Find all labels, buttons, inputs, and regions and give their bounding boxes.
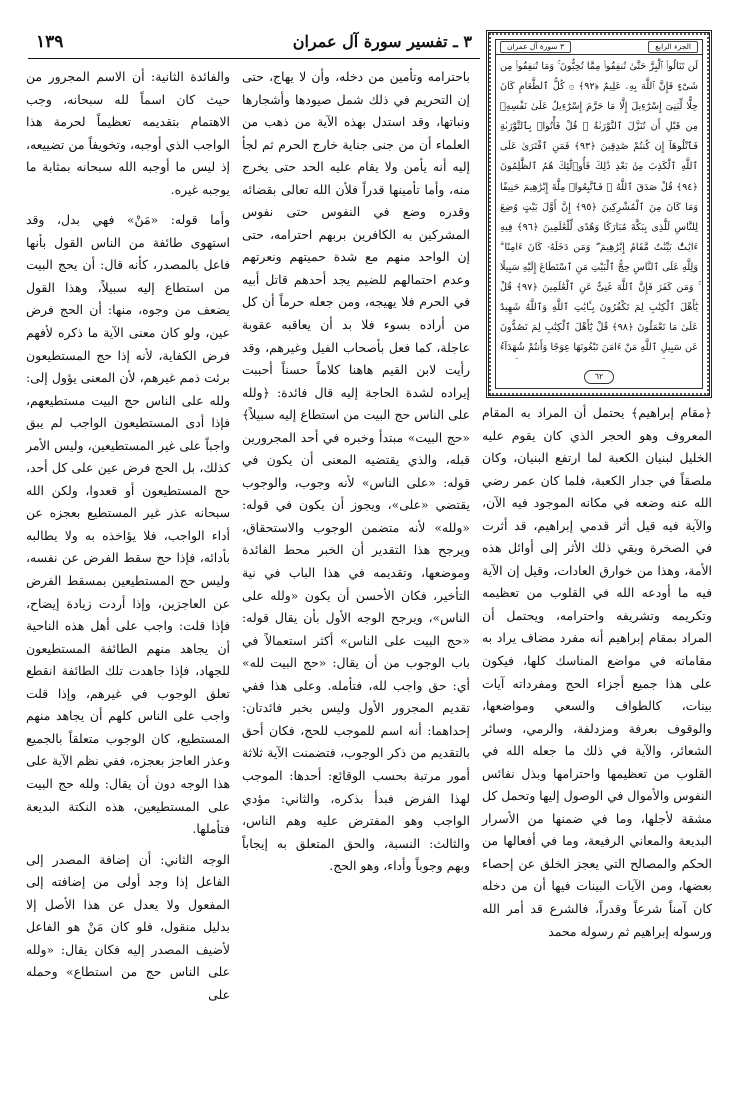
quran-page-number: ٦٢ (584, 370, 615, 384)
quran-frame-footer (496, 364, 702, 384)
paragraph: باحترامه وتأمين من دخله، وأن لا يهاج، حتى إن التحريم في ذلك شمل صيودها وأشجارها ونباتها، وقد استدل بهذه الآية من ذهب من العلماء أن من جنى جناية خارج الحرم ثم لجأ إليه أنه يأمن ولا يقام عليه الحد حتى يخرج منه، وأما تأمينها قدراً فلأن الله تعالى بقضائه وقدره وضع في النفوس حتى نفوس المشركين به الكافرين بربهم احترامه، حتى إن الواحد منهم مع شدة حميتهم ونعرتهم وعدم احتمالهم للضيم يجد أحدهم قاتل أبيه في الحرم فلا يهيجه، ومن جعله حرماً أن كل من أراده بسوء فلا بد أن يعاقبه عقوبة عاجلة، كما فعل بأصحاب الفيل وغيرهم، وقد رأيت لابن القيم هاهنا كلاماً حسناً أحببت إيراده لشدة الحاجة إليه قال فائدة: ﴿ولله على الناس حج البيت من استطاع إليه سبيلاً﴾ «حج البيت» مبتدأ وخبره في أحد المجرورين قبله، والذي يقتضيه المعنى أن يكون في قوله: «على الناس» لأنه وجوب، والوجوب يقتضي «على»، ويجوز أن يكون في قوله: «ولله» لأنه متضمن الوجوب والاستحقاق، ويرجح هذا التقدير أن الخبر محط الفائدة وموضعها، وتقديمه في هذا الباب في نية التأخير، فكان الأحسن أن يكون «ولله على الناس»، ويرجح الوجه الأول بأن يقال قوله: «حج البيت على الناس» أكثر استعمالاً في باب الوجوب من أن يقال: «حج البيت لله» أي: حق واجب لله، فتأمله. وعلى هذا ففي تقديم المجرور الأول وليس بخبر فائدتان: إحداهما: أنه اسم للموجب للحج، فكان أحق بالتقديم من ذكر الوجوب، فتضمنت الآية ثلاثة أمور مرتبة بحسب الوقائع: أحدها: الموجب لهذا الفرض فبدأ بذكره، والثاني: مؤدي الواجب وهو المفترض عليه وهم الناس، والثالث: النسبة، والحق المتعلق به إيجاباً وبهم وجوباً وأداء، وهو الحج. (242, 69, 470, 874)
paragraph: ﴿مقام إبراهيم﴾ يحتمل أن المراد به المقام المعروف وهو الحجر الذي كان يقوم عليه الخليل لبنيان الكعبة لما ارتفع البنيان، وكان ملصقاً في جدار الكعبة، فلما كان عمر رضي الله عنه وضعه في مكانه الموجود فيه الآن، والآية فيه قيل أثر قدمي إبراهيم، قد أثرت في الصخرة وبقي ذلك الأثر إلى أوائل هذه الأمة، وهذا من خوارق العادات، وقيل إن الآية فيه ما أودعه الله في القلوب من تعظيمه وتكريمه وتشريفه واحترامه، ويحتمل أن المراد بمقام إبراهيم أنه مفرد مضاف يراد به مقاماته في مواضع المناسك كلها، فيكون على هذا جميع أجزاء الحج ومفرداته آيات بينات، كالطواف والسعي ومواضعها، والوقوف بعرفة ومزدلفة، والرمي، وسائر الشعائر، والآية في ذلك ما جعله الله في القلوب من تعظيمها واحترامها وبذل نفائس النفوس والأموال في الوصول إليها وتحمل كل مشقة لأجلها، وما في ضمنها من الأسرار البديعة والمعاني الرفيعة، وما في أفعالها من الحكم والمصالح التي يعجز الخلق عن إحصاء بعضها، ومن الآيات البينات فيها أن من دخله كان آمناً شرعاً وقدراً، فالشرع قد أمر الله ورسوله إبراهيم ثم رسوله محمد (482, 405, 712, 939)
quran-surah-label: ٣ سورة آل عمران (500, 41, 571, 53)
quran-frame (486, 30, 712, 398)
page-number: ١٣٩ (36, 32, 64, 52)
paragraph: وأما قوله: «مَنْ» فهي بدل، وقد استهوى طائفة من الناس القول بأنها فاعل بالمصدر، كأنه قال: أن يحج البيت من استطاع إليه سبيلاً، وهذا القول يضعف من وجوه، منها: أن الحج فرض عين، ولو كان معنى الآية ما ذكره لأفهم فرض الكفاية، لأنه إذا حج المستطيعون برئت ذمم غيرهم، لأن المعنى يؤول إلى: ولله على الناس حج البيت مستطيعهم، فإذا أدى المستطيعون الواجب لم يبق واجباً على غير المستطيعين، وليس الأمر كذلك، بل الحج فرض عين على كل أحد، حج المستطيعون أو قعدوا، ولكن الله سبحانه عذر غير المستطيع بعجزه عن أداء الواجب، فلا يؤاخذه به ولا يطالبه بأدائه، فإذا حج سقط الفرض عن نفسه، وليس حج المستطيعين بمسقط الفرض عن العاجزين، وإذا أردت زيادة إيضاح، فإذا قلت: واجب على أهل هذه الناحية أن يجاهد منهم الطائفة المستطيعون للجهاد، فإذا جاهدت تلك الطائفة انقطع تعلق الوجوب في غيرهم، وإذا قلت واجب على الناس كلهم أن يجاهد منهم المستطيع، كان الوجوب متعلقاً بالجميع وعذر العاجز بعجزه، ففي نظم الآية على هذا الوجه دون أن يقال: ولله حج البيت على المستطيعين، هذه النكتة البديعة فتأملها. (26, 212, 230, 837)
quran-verses: لَن تَنَالُوا۟ ٱلْبِرَّ حَتَّىٰ تُنفِقُوا۟ مِمَّا تُحِبُّونَ ۚ وَمَا تُنفِقُوا۟ مِن شَىْءٍ فَإِنَّ ٱللَّهَ بِهِۦ عَلِيمٌ ﴿٩٢﴾ ۞ كُلُّ ٱلطَّعَامِ كَانَ حِلًّا لِّبَنِىٓ إِسْرَٰٓءِيلَ إِلَّا مَا حَرَّمَ إِسْرَٰٓءِيلُ عَلَىٰ نَفْسِهِۦ مِن قَبْلِ أَن تُنَزَّلَ ٱلتَّوْرَىٰةُ ۗ قُلْ فَأْتُوا۟ بِٱلتَّوْرَىٰةِ فَٱتْلُوهَآ إِن كُنتُمْ صَٰدِقِينَ ﴿٩٣﴾ فَمَنِ ٱفْتَرَىٰ عَلَى ٱللَّهِ ٱلْكَذِبَ مِنۢ بَعْدِ ذَٰلِكَ فَأُو۟لَٰٓئِكَ هُمُ ٱلظَّٰلِمُونَ ﴿٩٤﴾ قُلْ صَدَقَ ٱللَّهُ ۗ فَٱتَّبِعُوا۟ مِلَّةَ إِبْرَٰهِيمَ حَنِيفًا وَمَا كَانَ مِنَ ٱلْمُشْرِكِينَ ﴿٩٥﴾ إِنَّ أَوَّلَ بَيْتٍ وُضِعَ لِلنَّاسِ لَلَّذِى بِبَكَّةَ مُبَارَكًا وَهُدًى لِّلْعَٰلَمِينَ ﴿٩٦﴾ فِيهِ ءَايَٰتٌۢ بَيِّنَٰتٌ مَّقَامُ إِبْرَٰهِيمَ ۖ وَمَن دَخَلَهُۥ كَانَ ءَامِنًا ۗ وَلِلَّهِ عَلَى ٱلنَّاسِ حِجُّ ٱلْبَيْتِ مَنِ ٱسْتَطَاعَ إِلَيْهِ سَبِيلًا ۚ وَمَن كَفَرَ فَإِنَّ ٱللَّهَ غَنِىٌّ عَنِ ٱلْعَٰلَمِينَ ﴿٩٧﴾ قُلْ يَٰٓأَهْلَ ٱلْكِتَٰبِ لِمَ تَكْفُرُونَ بِـَٔايَٰتِ ٱللَّهِ وَٱللَّهُ شَهِيدٌ عَلَىٰ مَا تَعْمَلُونَ ﴿٩٨﴾ قُلْ يَٰٓأَهْلَ ٱلْكِتَٰبِ لِمَ تَصُدُّونَ عَن سَبِيلِ ٱللَّهِ مَنْ ءَامَنَ تَبْغُونَهَا عِوَجًا وَأَنتُمْ شُهَدَآءُ (500, 61, 699, 354)
quran-frame-header (496, 40, 702, 55)
paragraph: الوجه الثاني: أن إضافة المصدر إلى الفاعل إذا وجد أولى من إضافته إلى المفعول ولا يعدل عن هذا الأصل إلا بدليل منقول، فلو كان مَنْ هو الفاعل لأضيف المصدر إليه فكان يقال: «ولله على الناس حج من استطاع» وحمله على (26, 851, 230, 1002)
text-column-right (482, 402, 712, 943)
header-rule (28, 58, 480, 59)
text-column-middle (242, 66, 470, 878)
quran-juz-label: الجزء الرابع (648, 41, 698, 53)
quran-frame-inner (495, 39, 703, 389)
paragraph: والفائدة الثانية: أن الاسم المجرور من حيث كان اسماً لله سبحانه، وجب الاهتمام بتقديمه تعظيماً لحرمة هذا الواجب الذي أوجبه، وتخويفاً من تضييعه، إذ ليس ما أوجبه الله سبحانه بمثابة ما يوجبه غيره. (26, 69, 230, 197)
text-column-left (26, 66, 230, 1006)
running-title: ٣ ـ تفسير سورة آل عمران (292, 32, 472, 51)
